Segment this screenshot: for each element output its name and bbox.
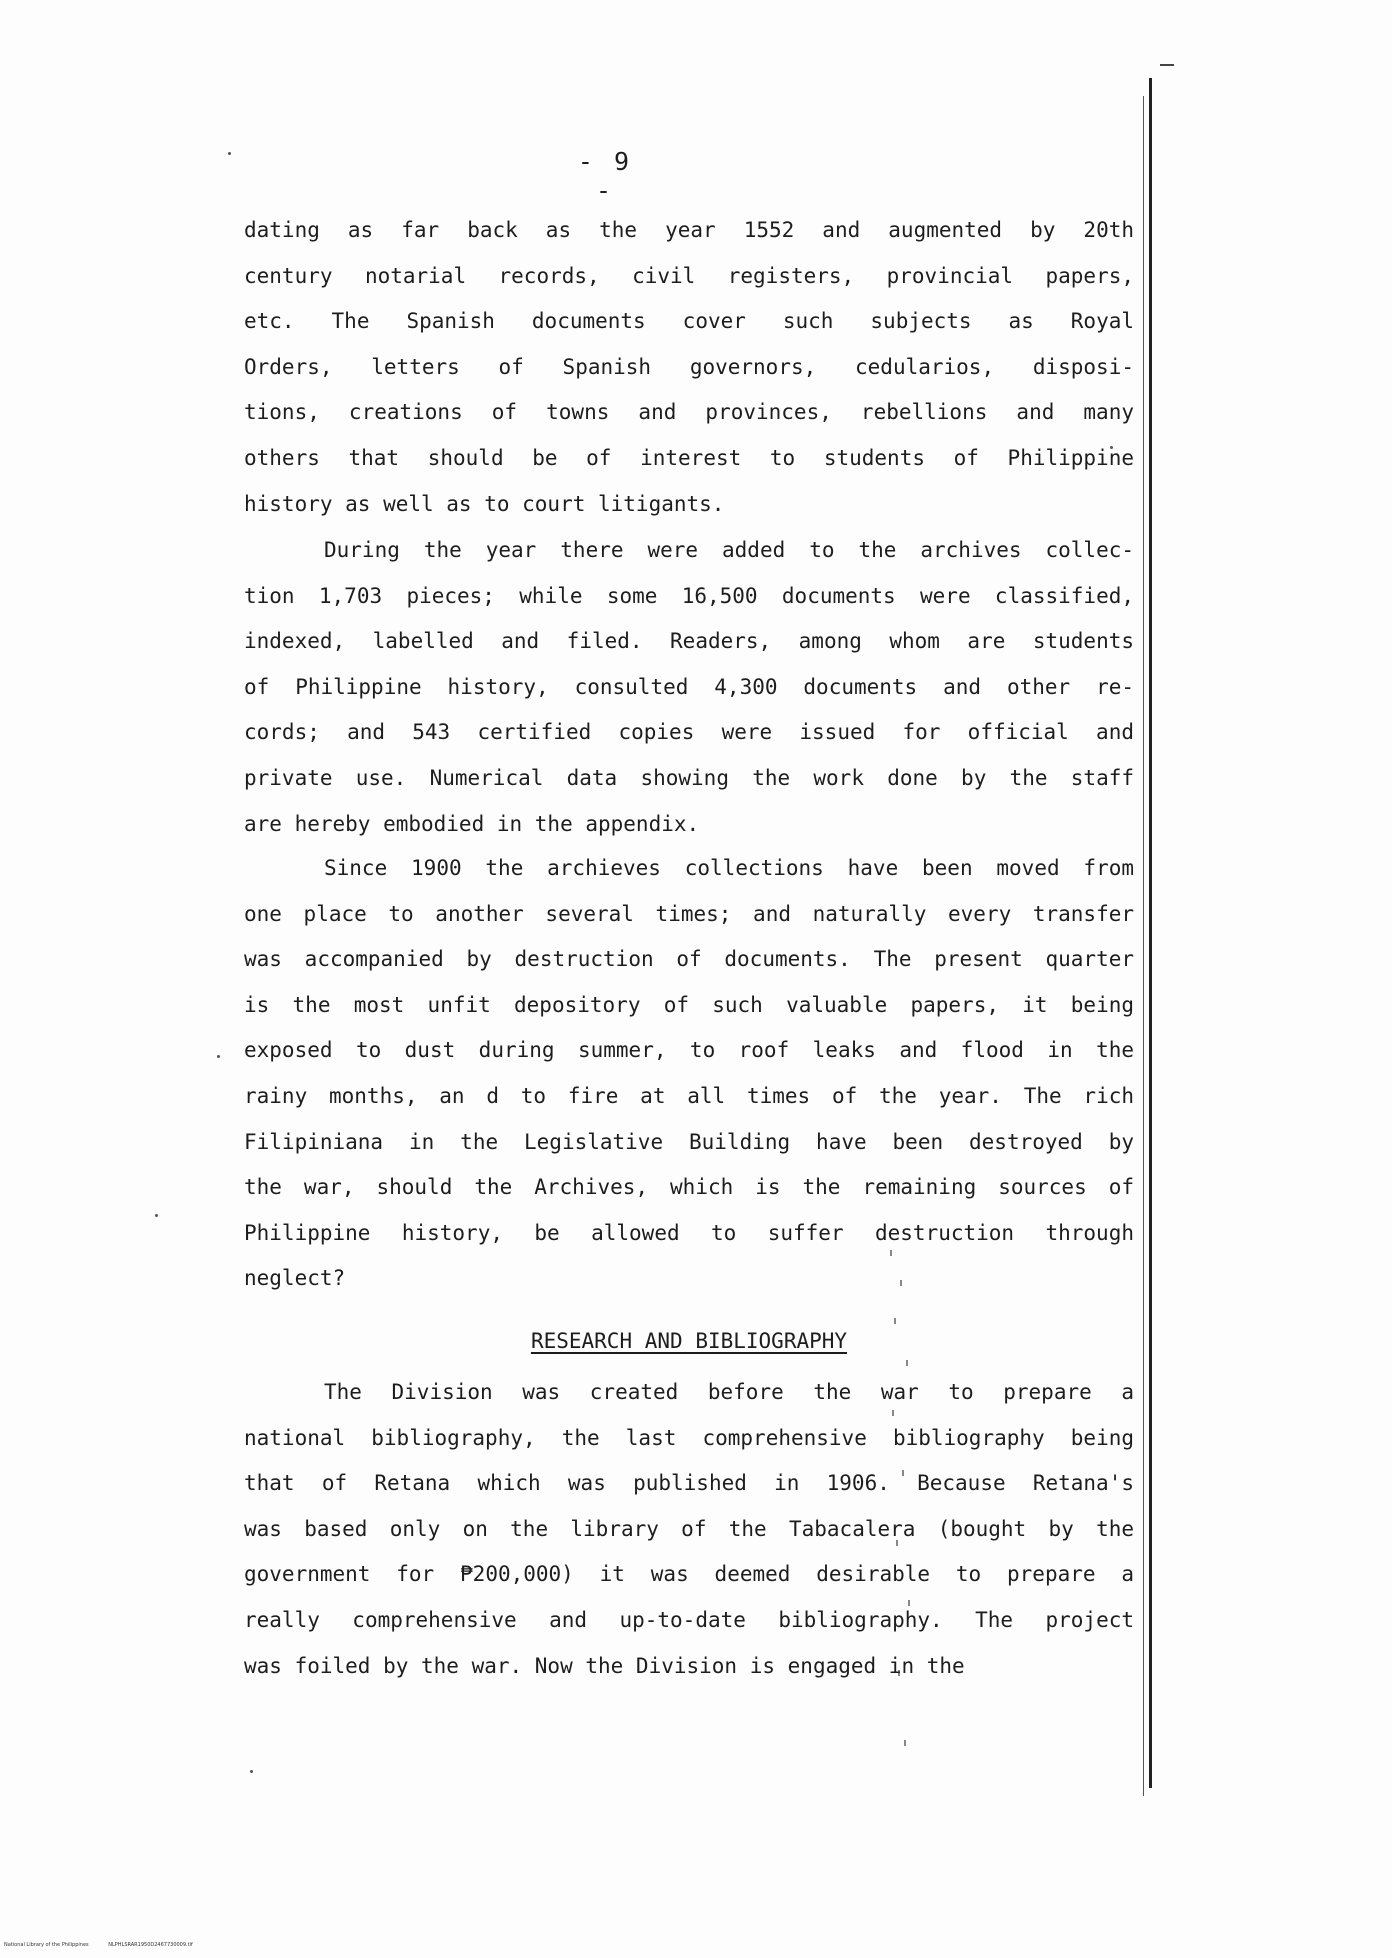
text-line: Orders, letters of Spanish governors, cedularios, disposi- [244, 354, 1134, 379]
text-line: During the year there were added to the archives collec- [324, 538, 1134, 562]
text-line: etc. The Spanish documents cover such subjects as Royal [244, 309, 1134, 334]
text-line: history as well as to court litigants. [244, 491, 725, 516]
paragraph-continued [244, 208, 1134, 527]
page-number: - 9 - [577, 147, 633, 205]
text-line: dating as far back as the year 1552 and augmented by 20th [244, 218, 1134, 242]
text-line: others that should be of interest to students of Philippine [244, 445, 1134, 470]
text-line: that of Retana which was published in 1906. Because Retana's [244, 1471, 1134, 1496]
section-heading-text: RESEARCH AND BIBLIOGRAPHY [530, 1329, 848, 1353]
scan-edge-mark [1160, 64, 1174, 66]
text-line: rainy months, an d to fire at all times of the year. The rich [244, 1083, 1134, 1108]
text-line: Philippine history, be allowed to suffer destruction through [244, 1220, 1134, 1245]
scan-speck [155, 1214, 158, 1217]
scan-footer [4, 1942, 211, 1948]
text-line: really comprehensive and up-to-date bibliography. The project [244, 1607, 1134, 1632]
text-line: neglect? [244, 1266, 346, 1291]
scan-speck [217, 1055, 220, 1058]
text-line: are hereby embodied in the appendix. [244, 811, 700, 836]
text-line: was foiled by the war. Now the Division is engaged in the [244, 1653, 965, 1678]
text-line: Filipiniana in the Legislative Building have been destroyed by [244, 1129, 1134, 1154]
text-line: government for ₱200,000) it was deemed desirable to prepare a [244, 1562, 1134, 1587]
text-line: indexed, labelled and filed. Readers, among whom are students [244, 629, 1134, 654]
text-line: one place to another several times; and naturally every transfer [244, 901, 1134, 926]
text-line: tions, creations of towns and provinces, rebellions and many [244, 400, 1134, 425]
text-line: was accompanied by destruction of documents. The present quarter [244, 947, 1134, 972]
scan-speck [228, 152, 231, 155]
text-line: was based only on the library of the Tabacalera (bought by the [244, 1516, 1134, 1541]
paragraph-acquisitions [244, 528, 1134, 847]
text-line: is the most unfit depository of such valuable papers, it being [244, 992, 1134, 1017]
text-line: tion 1,703 pieces; while some 16,500 documents were classified, [244, 583, 1134, 608]
text-line: national bibliography, the last comprehensive bibliography being [244, 1425, 1134, 1450]
section-heading [244, 1321, 1134, 1361]
footer-library: National Library of the Philippines [4, 1942, 89, 1948]
paragraph-preservation [244, 846, 1134, 1302]
scan-edge-line [1149, 78, 1152, 1788]
text-line: Since 1900 the archieves collections have been moved from [324, 856, 1134, 880]
paragraph-bibliography [244, 1370, 1134, 1689]
text-line: exposed to dust during summer, to roof leaks and flood in the [244, 1038, 1134, 1063]
scan-speck [250, 1770, 253, 1773]
text-line: of Philippine history, consulted 4,300 documents and other re- [244, 674, 1134, 699]
text-line: The Division was created before the war to prepare a [324, 1380, 1134, 1404]
scan-edge-thin-line [1143, 96, 1144, 1796]
text-line: the war, should the Archives, which is the remaining sources of [244, 1175, 1134, 1200]
text-line: century notarial records, civil registers, provincial papers, [244, 263, 1134, 288]
text-line: private use. Numerical data showing the work done by the staff [244, 765, 1134, 790]
text-line: cords; and 543 certified copies were issued for official and [244, 720, 1134, 745]
footer-file-id: NLPHLSRAR1950D2467730009.tif [108, 1942, 193, 1948]
